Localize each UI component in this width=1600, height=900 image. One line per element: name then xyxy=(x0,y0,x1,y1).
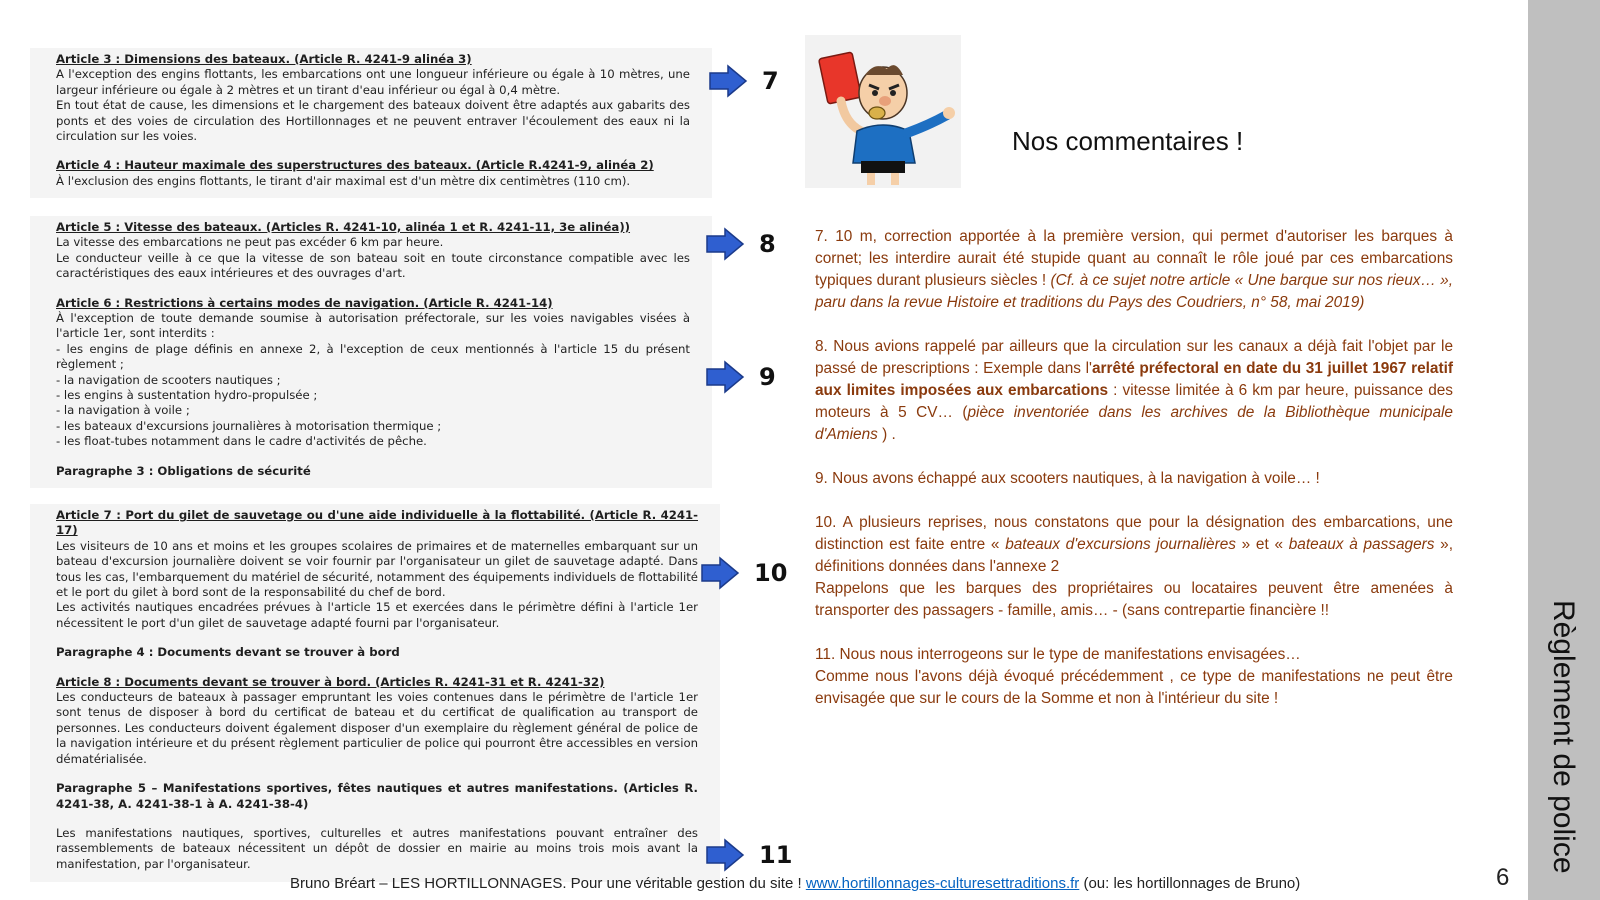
article-title: Paragraphe 5 – Manifestations sportives, fêtes nautiques et autres manifestations. (Articles R. 4241-38, A. 4241-38-1 à A. 4241-38-4) xyxy=(56,781,698,811)
article-line: Les manifestations nautiques, sportives, culturelles et autres manifestations pouvant entraîner des rassemblements de bateaux nécessitent un dépôt de dossier en mairie au moins trois mois avant la manifestation, par l'organisateur. xyxy=(56,825,698,871)
regulation-article xyxy=(56,464,690,479)
article-line: Les visiteurs de 10 ans et moins et les groupes scolaires de primaires et de maternelles embarquant sur un bateau d'excursion journalière doivent se voir fournir par l'organisateur un gilet de sauvetage adapté. Dans tous les cas, l'embarquement du matériel de sécurité, notamment des équipements individuels de flottabilité et le port du gilet à bord sont de la responsabilité du chef de bord. xyxy=(56,538,698,600)
comment-8 xyxy=(815,336,1453,446)
marker-10 xyxy=(700,556,787,590)
article-line: A l'exception des engins flottants, les embarcations ont une longueur inférieure ou égale à 10 mètres, une largeur inférieure ou égale à 2 mètres et un tirant d'eau inférieur ou égal à 0,4 mètre. xyxy=(56,67,690,97)
footer-text: Bruno Bréart – LES HORTILLONNAGES. Pour une véritable gestion du site ! xyxy=(290,875,806,892)
article-line: - les engins à sustentation hydro-propulsée ; xyxy=(56,388,318,403)
comment-9: 9. Nous avons échappé aux scooters nautiques, à la navigation à voile… ! xyxy=(815,470,1320,487)
article-line: En tout état de cause, les dimensions et le chargement des bateaux doivent être adaptés aux gabarits des ponts et des voies de circulation des Hortillonnages et ne peuvent entraver l'écoulement des eaux ni la circulation sur les voies. xyxy=(56,98,690,144)
regulation-article xyxy=(56,675,698,767)
marker-8 xyxy=(705,227,776,261)
right-arrow-icon xyxy=(708,64,748,98)
comment-text: 8. Nous avions rappelé par ailleurs que la circulation sur les canaux a déjà fait l'objet par le passé de prescriptions : Exemple dans l' xyxy=(815,338,1453,377)
article-line: À l'exception de toute demande soumise à autorisation préfectorale, sur les voies navigables visées à l'article 1er, sont interdits : xyxy=(56,311,690,341)
slide-section-title: Règlement de police xyxy=(1547,600,1580,874)
referee-icon xyxy=(805,35,961,188)
comment-emphasis: arrêté préfectoral en date du 31 juillet 1967 relatif aux limites imposées aux embarcations xyxy=(815,360,1454,399)
article-title: Paragraphe 3 : Obligations de sécurité xyxy=(56,463,311,478)
comment-text: Comme nous l'avons déjà évoqué précédemment , ce type de manifestations ne peut être envisagée que sur le cours de la Somme et non à l'intérieur du site ! xyxy=(815,668,1453,707)
article-line: - la navigation à voile ; xyxy=(56,403,190,418)
comment-text: », définitions données dans l'annexe 2 xyxy=(815,536,1454,575)
marker-9 xyxy=(705,360,776,394)
footer-website-link[interactable]: www.hortillonnages-culturesettraditions.fr xyxy=(805,875,1080,892)
right-arrow-icon xyxy=(705,838,745,872)
regulation-article xyxy=(56,508,698,631)
comments-block xyxy=(815,226,1453,710)
comment-text: » et « xyxy=(1235,536,1289,553)
comment-text: 7. 10 m, correction apportée à la première version, qui permet d'autoriser les barques à cornet; les interdire aurait été stupide quant au connaît le rôle joué par ces embarcations typiques durant plusieurs siècles ! xyxy=(815,228,1453,289)
regulation-article xyxy=(56,296,690,450)
marker-number: 8 xyxy=(759,230,776,258)
regulation-article xyxy=(56,645,698,660)
article-line: Les conducteurs de bateaux à passager empruntant les voies contenues dans le périmètre de l'article 1er sont tenus de disposer à bord du certificat de bateau et du certificat de qualification au transport de personnes. Les conducteurs doivent également disposer d'un exemplaire du règlement général de police de la navigation intérieure et du présent règlement particulier de police qui pourront être accessibles en version dématérialisée. xyxy=(56,690,698,766)
comment-citation: pièce inventoriée dans les archives de la Bibliothèque municipale d'Amiens xyxy=(815,404,1453,443)
article-title: Paragraphe 4 : Documents devant se trouver à bord xyxy=(56,645,400,660)
comment-term: bateaux d'excursions journalières xyxy=(1005,536,1236,553)
article-line: - les float-tubes notamment dans le cadre d'activités de pêche. xyxy=(56,434,427,449)
regulation-article xyxy=(56,52,690,144)
comment-11 xyxy=(815,644,1453,710)
comment-text: : vitesse limitée à 6 km par heure, puissance des moteurs à 5 CV… ( xyxy=(815,382,1454,421)
right-arrow-icon xyxy=(705,360,745,394)
regulation-scan-articles-3-4 xyxy=(30,48,712,198)
page-number: 6 xyxy=(1496,864,1510,891)
comment-term: bateaux à passagers xyxy=(1288,536,1435,553)
marker-number: 7 xyxy=(762,67,779,95)
marker-7 xyxy=(708,64,779,98)
marker-number: 11 xyxy=(759,841,793,869)
right-arrow-icon xyxy=(700,556,740,590)
comment-text: 10. A plusieurs reprises, nous constatons que pour la désignation des embarcations, une distinction est faite entre « xyxy=(815,514,1453,553)
regulation-article xyxy=(56,781,698,812)
comment-7 xyxy=(815,226,1453,314)
article-line: - les engins de plage définis en annexe 2, à l'exception de ceux mentionnés à l'article 15 du présent règlement ; xyxy=(56,341,690,372)
article-title: Article 3 : Dimensions des bateaux. (Article R. 4241-9 alinéa 3) xyxy=(56,52,472,66)
article-line: Le conducteur veille à ce que la vitesse de son bateau soit en toute circonstance compatible avec les caractéristiques des eaux intérieures et des ouvrages d'art. xyxy=(56,250,690,281)
article-line: - la navigation de scooters nautiques ; xyxy=(56,372,281,387)
comment-citation: (Cf. à ce sujet notre article « Une barque sur nos rieux… », paru dans la revue Histoire et traditions du Pays des Coudriers, n° 58, mai 2019) xyxy=(815,272,1454,311)
comment-10 xyxy=(815,512,1453,622)
regulation-article xyxy=(56,826,698,872)
comment-text: Rappelons que les barques des propriétaires ou locataires peuvent être amenées à transporter des passagers - famille, amis… - (sans contrepartie financière !! xyxy=(815,580,1453,619)
article-title: Article 7 : Port du gilet de sauvetage ou d'une aide individuelle à la flottabilité. (Article R. 4241-17) xyxy=(56,508,698,538)
regulation-article xyxy=(56,158,690,189)
article-line: Les activités nautiques encadrées prévues à l'article 15 et exercées dans le périmètre défini à l'article 1er nécessitent le port d'un gilet de sauvetage adapté fourni par l'organisateur. xyxy=(56,600,698,630)
article-line: À l'exclusion des engins flottants, le tirant d'air maximal est d'un mètre dix centimètres (110 cm). xyxy=(56,173,631,188)
regulation-scan-articles-5-6 xyxy=(30,216,712,488)
comment-text: 11. Nous nous interrogeons sur le type de manifestations envisagées… xyxy=(815,646,1301,663)
comments-heading: Nos commentaires ! xyxy=(1012,126,1244,156)
comment-text: ) . xyxy=(877,426,896,443)
article-title: Article 8 : Documents devant se trouver à bord. (Articles R. 4241-31 et R. 4241-32) xyxy=(56,674,605,689)
marker-11 xyxy=(705,838,792,872)
regulation-article xyxy=(56,220,690,282)
footer-text: (ou: les hortillonnages de Bruno) xyxy=(1079,875,1301,892)
right-arrow-icon xyxy=(705,227,745,261)
marker-number: 9 xyxy=(759,363,776,391)
regulation-scan-articles-7-8 xyxy=(30,504,720,882)
article-title: Article 5 : Vitesse des bateaux. (Articles R. 4241-10, alinéa 1 et R. 4241-11, 3e alinéa)) xyxy=(56,220,631,234)
article-title: Article 6 : Restrictions à certains modes de navigation. (Article R. 4241-14) xyxy=(56,295,553,310)
article-line: - les bateaux d'excursions journalières à motorisation thermique ; xyxy=(56,418,442,433)
article-line: La vitesse des embarcations ne peut pas excéder 6 km par heure. xyxy=(56,235,444,250)
referee-red-card-illustration xyxy=(805,35,961,188)
article-title: Article 4 : Hauteur maximale des superstructures des bateaux. (Article R.4241-9, alinéa 2) xyxy=(56,158,654,173)
footer xyxy=(290,875,1300,892)
marker-number: 10 xyxy=(754,559,788,587)
